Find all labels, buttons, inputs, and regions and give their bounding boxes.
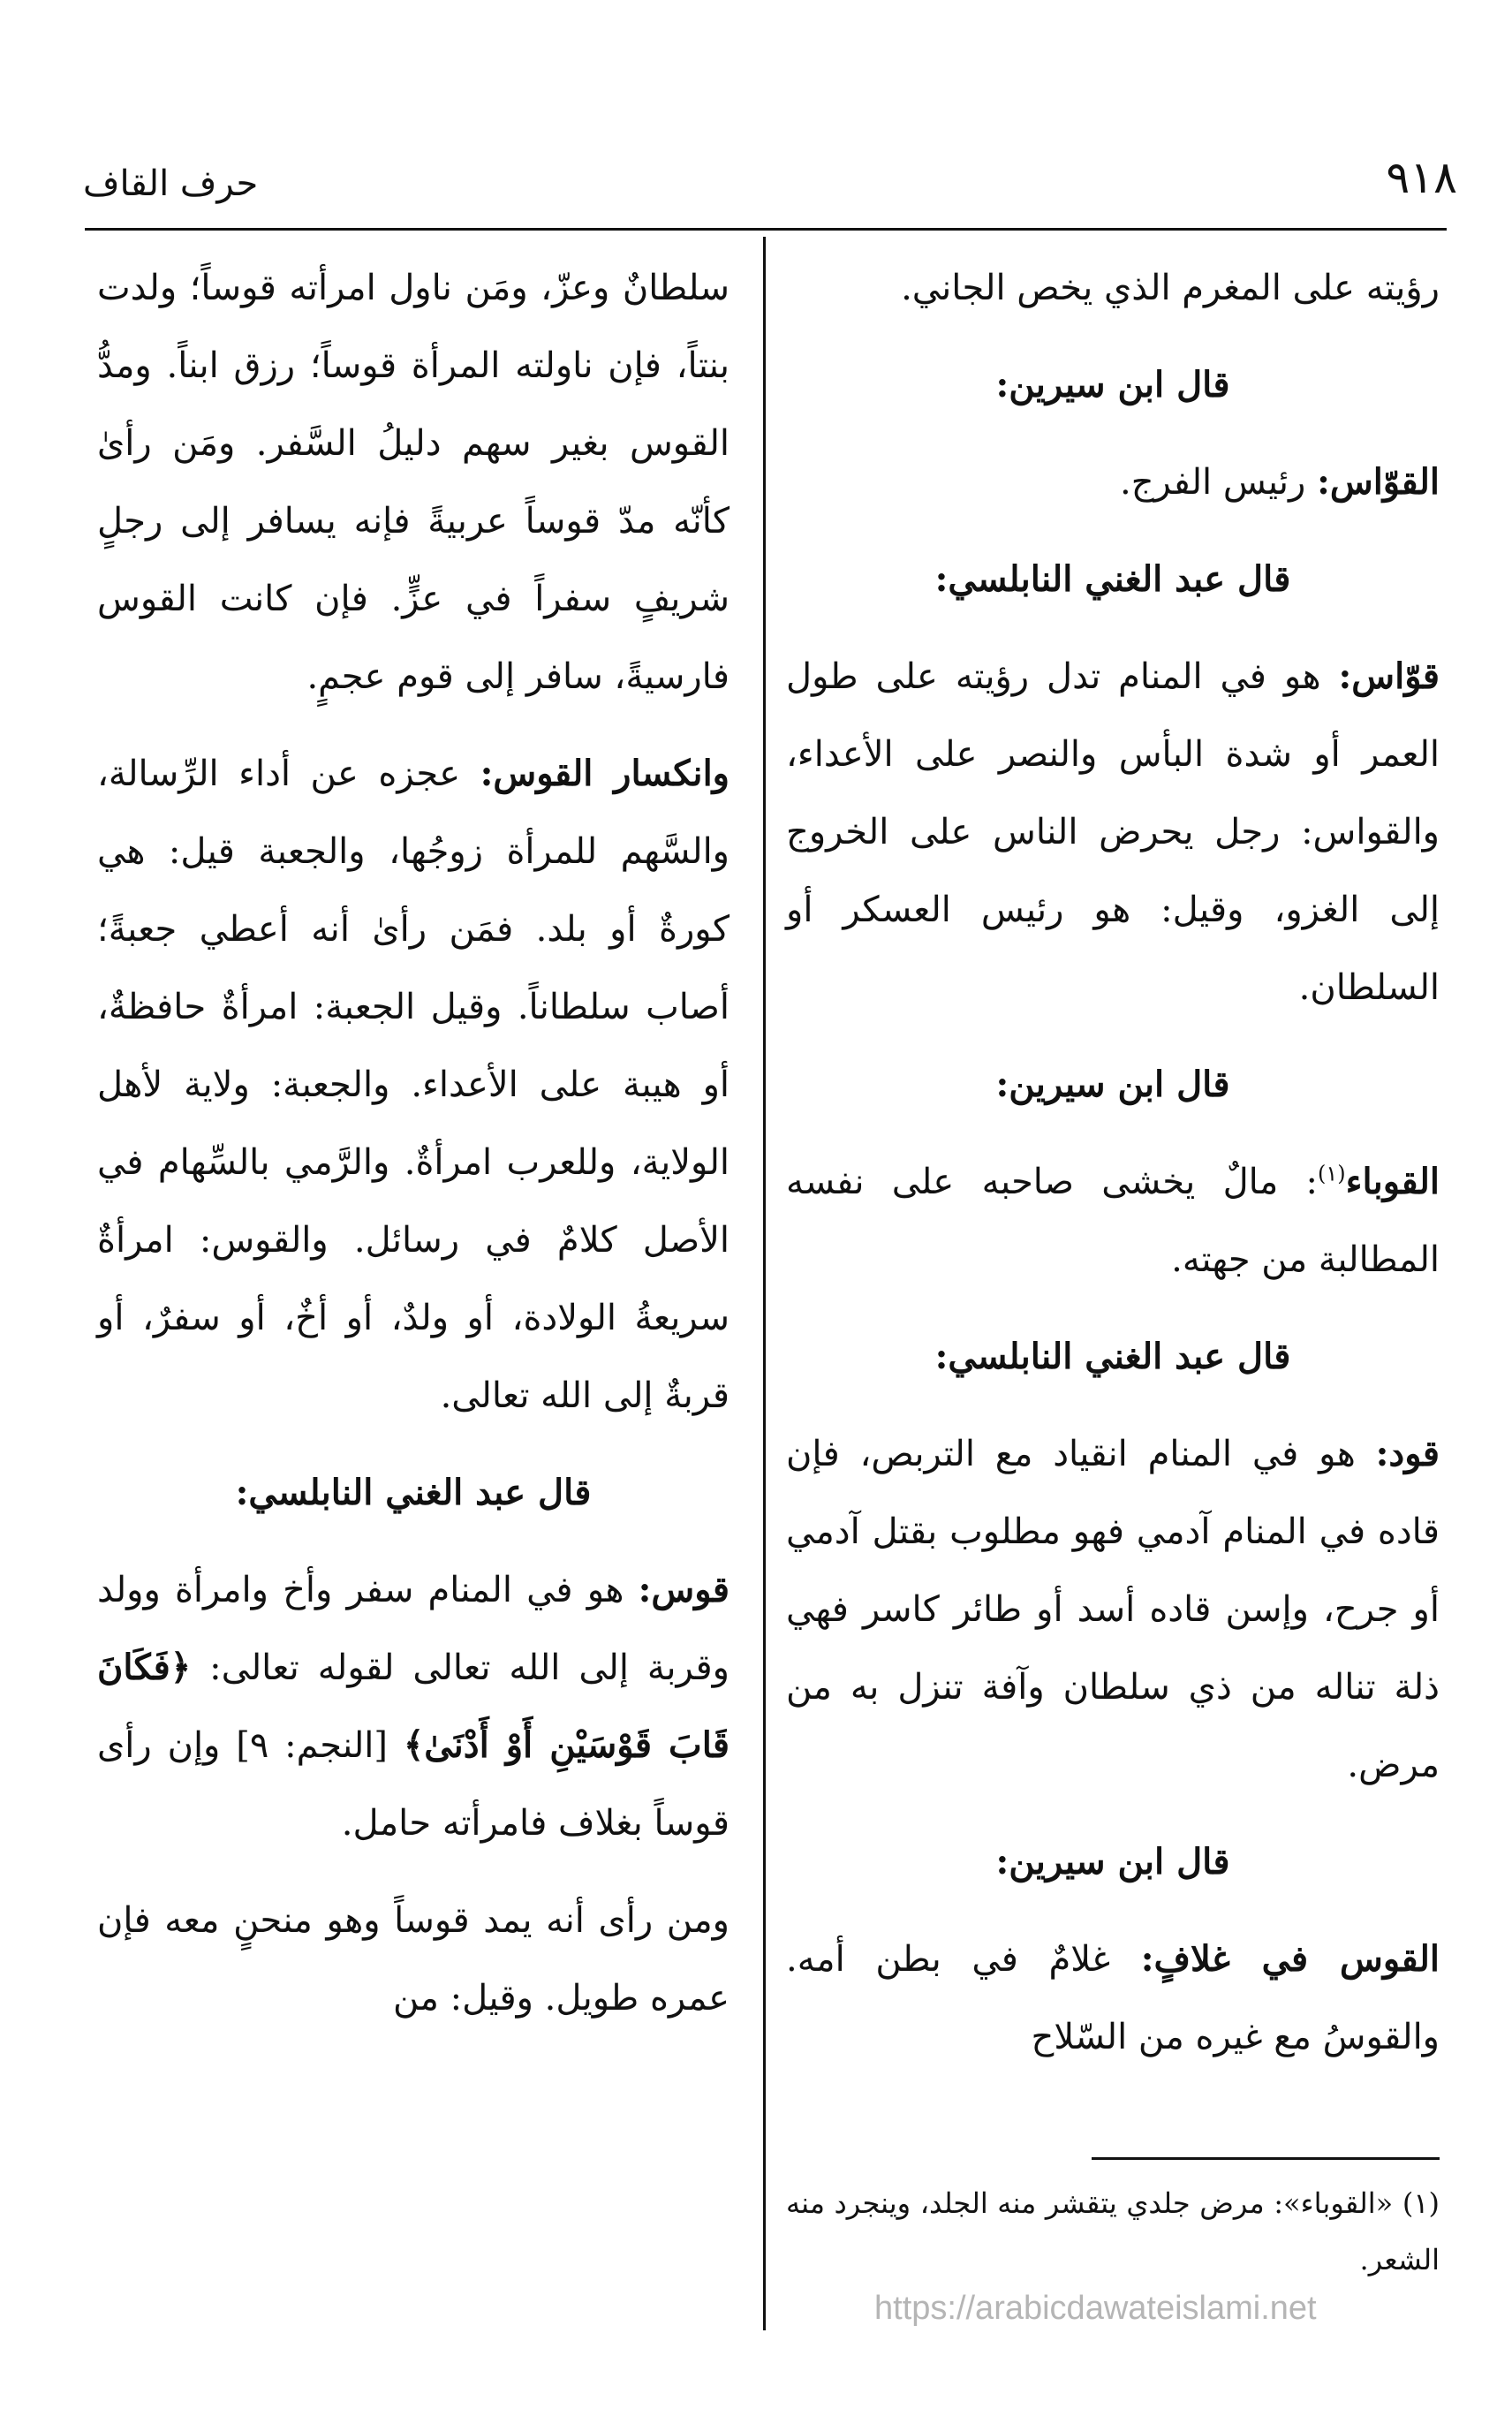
quran-verse: ﴿فَكَانَ قَابَ قَوْسَيْنِ أَوْ أَدْنَىٰ﴾ (97, 1647, 730, 1766)
paragraph: سلطانٌ وعزّ، ومَن ناول امرأته قوساً؛ ولدت بنتاً، فإن ناولته المرأة قوساً؛ رزق ابناً. ومدُّ القوس بغير سهم دليلُ السَّفر. ومَن رأىٰ كأنّه مدّ قوساً عربيةً فإنه يسافر إلى رجلٍ شريفٍ سفراً في عزٍّ. فإن كانت القوس فارسيةً، سافر إلى قوم عجمٍ. (97, 268, 730, 697)
entry-text: هو في المنام انقياد مع التربص، فإن قاده في المنام آدمي فهو مطلوب بقتل آدمي أو جرح، وإسن قاده أسد أو طائر كاسر فهي ذلة تناله من ذي سلطان وآفة تنزل به من مرض. (786, 1434, 1440, 1785)
left-column (97, 249, 730, 2057)
page-number: ٩١٨ (1386, 152, 1457, 203)
entry (97, 735, 730, 1435)
right-column (786, 249, 1440, 2095)
entry-text: هو في المنام سفر وأخ وامرأة وولد وقربة إلى الله تعالى لقوله تعالى: (97, 1570, 730, 1688)
section-heading: قال عبد الغني النابلسي: (934, 558, 1291, 600)
footnote-reference: (١) (1318, 1161, 1346, 1186)
section-heading: قال ابن سيرين: (995, 1841, 1230, 1882)
header-rule (85, 228, 1447, 231)
entry (786, 1415, 1440, 1804)
chapter-title: حرف القاف (83, 163, 259, 204)
entry-term: قوس: (638, 1569, 730, 1610)
entry-text: هو في المنام تدل رؤيته على طول العمر أو شدة البأس والنصر على الأعداء، والقواس: رجل يحرض الناس على الخروج إلى الغزو، وقيل: هو رئيس العسكر أو السلطان. (786, 656, 1440, 1008)
watermark: https://arabicdawateislami.net (874, 2290, 1317, 2327)
footnote-marker: (١) (1402, 2186, 1440, 2220)
entry (786, 1143, 1440, 1299)
entry (786, 638, 1440, 1026)
footnote (786, 2175, 1440, 2288)
entry-term: قوّاس: (1338, 655, 1440, 697)
entry (97, 1551, 730, 1862)
entry-text: غلامٌ في بطن أمه. والقوسُ مع غيره من السّلاح (786, 1939, 1440, 2057)
entry-term: القوس في غلافٍ: (1140, 1938, 1440, 1980)
entry (786, 1920, 1440, 2076)
entry-text: [النجم: ٩] وإن رأى قوساً بغلاف فامرأته حامل. (97, 1725, 730, 1844)
entry-text: عجزه عن أداء الرِّسالة، والسَّهم للمرأة زوجُها، والجعبة قيل: هي كورةٌ أو بلد. فمَن رأىٰ أنه أعطي جعبةً؛ أصاب سلطاناً. وقيل الجعبة: امرأةٌ حافظةٌ، أو هيبة على الأعداء. والجعبة: ولاية لأهل الولاية، وللعرب امرأةٌ. والرَّمي بالسِّهام في الأصل كلامٌ في رسائل. والقوس: امرأةٌ سريعةُ الولادة، أو ولدٌ، أو أخٌ، أو سفرٌ، أو قربةٌ إلى الله تعالى. (97, 754, 730, 1416)
entry (786, 443, 1440, 521)
entry-term: القوّاس: (1317, 461, 1440, 503)
entry-text: رئيس الفرج. (1120, 462, 1306, 503)
footnote-rule (1092, 2157, 1440, 2160)
section-heading: قال ابن سيرين: (995, 364, 1230, 405)
column-divider (763, 237, 766, 2330)
entry-term: القوباء (1345, 1161, 1440, 1202)
entry-text: : مالٌ يخشى صاحبه على نفسه المطالبة من جهته. (786, 1162, 1440, 1280)
entry-term: وانكسار القوس: (480, 753, 730, 794)
paragraph: ومن رأى أنه يمد قوساً وهو منحنٍ معه فإن عمره طويل. وقيل: من (97, 1900, 730, 2019)
footnote-text: «القوباء»: مرض جلدي يتقشر منه الجلد، وينجرد منه الشعر. (786, 2186, 1440, 2276)
section-heading: قال ابن سيرين: (995, 1064, 1230, 1105)
section-heading: قال عبد الغني النابلسي: (235, 1472, 592, 1513)
paragraph: رؤيته على المغرم الذي يخص الجاني. (901, 268, 1440, 308)
entry-term: قود: (1375, 1433, 1440, 1474)
section-heading: قال عبد الغني النابلسي: (934, 1336, 1291, 1377)
